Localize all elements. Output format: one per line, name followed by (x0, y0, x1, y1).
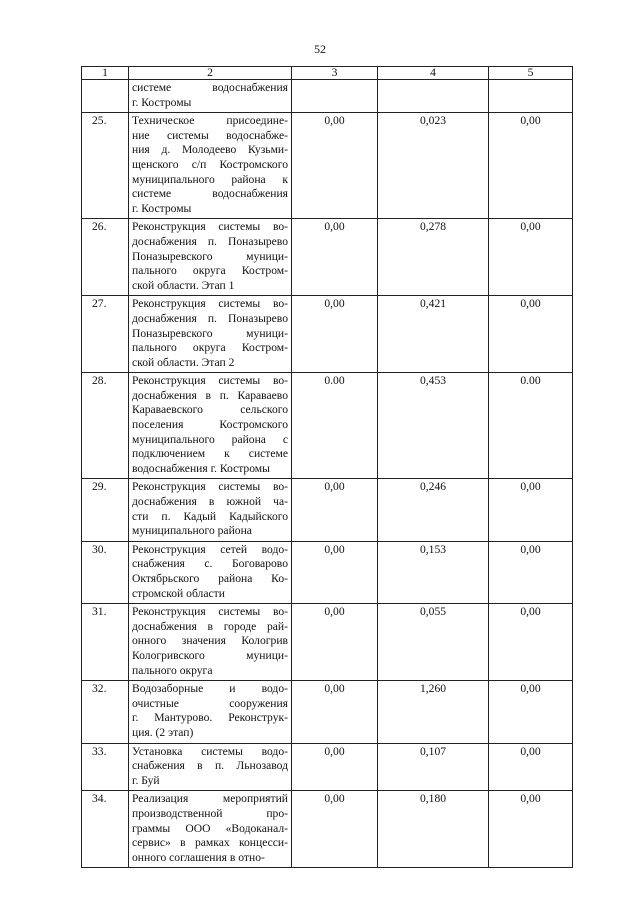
description-line: ской области. Этап 1 (132, 278, 235, 292)
description-line: онного значения Кологрив (132, 634, 288, 648)
description-line: сервис» в рамках концесси- (132, 836, 288, 850)
row-number: 25. (82, 113, 129, 219)
value-col3: 0,00 (292, 681, 378, 743)
row-description (129, 791, 292, 868)
value-col4: 1,260 (378, 681, 489, 743)
row-number: 33. (82, 743, 129, 791)
description-line: Реконструкция системы во- (132, 220, 288, 234)
column-header: 1 (82, 67, 129, 80)
table-row (82, 296, 573, 373)
value-col5 (489, 80, 573, 113)
description-line: Установка системы водо- (132, 744, 288, 758)
table-row (82, 541, 573, 603)
row-description (129, 113, 292, 219)
row-description (129, 479, 292, 541)
row-description (129, 604, 292, 681)
value-col3: 0.00 (292, 373, 378, 479)
row-description (129, 681, 292, 743)
description-line: доснабжения в южной ча- (132, 495, 288, 509)
description-line: граммы ООО «Водоканал- (132, 821, 288, 835)
row-number: 28. (82, 373, 129, 479)
row-number: 29. (82, 479, 129, 541)
description-line: системе водоснабжения (132, 187, 288, 201)
description-line: ция. (2 этап) (132, 725, 194, 739)
column-header: 2 (129, 67, 292, 80)
table-row (82, 113, 573, 219)
value-col4: 0,180 (378, 791, 489, 868)
column-header: 3 (292, 67, 378, 80)
value-col3: 0,00 (292, 541, 378, 603)
description-line: г. Костромы (132, 95, 192, 109)
value-col3: 0,00 (292, 296, 378, 373)
description-line: Реконструкция системы во- (132, 605, 288, 619)
description-line: щенского с/п Костромского (132, 157, 288, 171)
value-col4: 0,421 (378, 296, 489, 373)
value-col5: 0.00 (489, 373, 573, 479)
value-col4 (378, 80, 489, 113)
description-line: доснабжения в п. Караваево (132, 388, 288, 402)
description-line: ния д. Молодеево Кузьми- (132, 143, 288, 157)
row-description (129, 743, 292, 791)
row-description (129, 541, 292, 603)
description-line: доснабжения п. Поназырево (132, 311, 288, 325)
description-line: онного соглашения в отно- (132, 850, 265, 864)
description-line: Реконструкция системы во- (132, 480, 288, 494)
description-line: сти п. Кадый Кадыйского (132, 509, 288, 523)
value-col5: 0,00 (489, 219, 573, 296)
value-col4: 0,453 (378, 373, 489, 479)
value-col5: 0,00 (489, 479, 573, 541)
row-number: 32. (82, 681, 129, 743)
value-col3 (292, 80, 378, 113)
column-header: 4 (378, 67, 489, 80)
table-row (82, 219, 573, 296)
description-line: Октябрьского района Ко- (132, 572, 288, 585)
description-line: водоснабжения г. Костромы (132, 461, 270, 475)
description-line: Водозаборные и водо- (132, 682, 288, 696)
value-col3: 0,00 (292, 791, 378, 868)
value-col5: 0,00 (489, 113, 573, 219)
description-line: Реконструкция сетей водо- (132, 542, 288, 556)
value-col4: 0,246 (378, 479, 489, 541)
row-number: 31. (82, 604, 129, 681)
description-line: доснабжения п. Поназырево (132, 234, 288, 248)
description-line: Реализация мероприятий (132, 792, 288, 806)
description-line: Поназыревского муници- (132, 326, 288, 340)
row-description (129, 80, 292, 113)
data-table (81, 66, 573, 868)
description-line: доснабжения в городе рай- (132, 619, 288, 633)
description-line: муниципального района с (132, 432, 288, 446)
description-line: Реконструкция системы во- (132, 374, 288, 388)
description-line: муниципального района (132, 524, 252, 538)
description-line: Караваевского сельского (132, 403, 288, 417)
description-line: снабжения с. Боговарово (132, 557, 288, 571)
description-line: Поназыревского муници- (132, 249, 288, 263)
row-description (129, 296, 292, 373)
description-line: пального округа (132, 663, 213, 677)
value-col3: 0,00 (292, 743, 378, 791)
value-col5: 0,00 (489, 743, 573, 791)
table-row (82, 80, 573, 113)
description-line: ской области. Этап 2 (132, 355, 235, 369)
value-col5: 0,00 (489, 604, 573, 681)
table-row (82, 479, 573, 541)
value-col5: 0,00 (489, 791, 573, 868)
value-col3: 0,00 (292, 479, 378, 541)
row-description (129, 373, 292, 479)
table-header-row (82, 67, 573, 80)
value-col5: 0,00 (489, 541, 573, 603)
table-row (82, 743, 573, 791)
description-line: подключением к системе (132, 447, 288, 461)
value-col3: 0,00 (292, 604, 378, 681)
row-number: 34. (82, 791, 129, 868)
table-row (82, 604, 573, 681)
description-line: Реконструкция системы во- (132, 297, 288, 311)
description-line: стромской области (132, 586, 225, 600)
description-line: муниципального района к (132, 172, 288, 186)
value-col4: 0,153 (378, 541, 489, 603)
row-description (129, 219, 292, 296)
table-row (82, 681, 573, 743)
description-line: снабжения в п. Льнозавод (132, 759, 288, 773)
row-number: 27. (82, 296, 129, 373)
description-line: Кологривского муници- (132, 648, 288, 662)
value-col3: 0,00 (292, 113, 378, 219)
description-line: г. Буй (132, 773, 160, 787)
description-line: г. Мантурово. Реконструк- (132, 711, 288, 725)
description-line: пального округа Костром- (132, 264, 288, 278)
description-line: Техническое присоедине- (132, 114, 288, 128)
description-line: очистные сооружения (132, 696, 288, 710)
value-col4: 0,107 (378, 743, 489, 791)
table-row (82, 791, 573, 868)
value-col4: 0,055 (378, 604, 489, 681)
value-col3: 0,00 (292, 219, 378, 296)
row-number: 26. (82, 219, 129, 296)
description-line: производственной про- (132, 806, 288, 820)
row-number: 30. (82, 541, 129, 603)
row-number (82, 80, 129, 113)
description-line: г. Костромы (132, 201, 192, 215)
value-col4: 0,278 (378, 219, 489, 296)
description-line: поселения Костромского (132, 418, 288, 432)
description-line: пального округа Костром- (132, 341, 288, 355)
table-row (82, 373, 573, 479)
value-col5: 0,00 (489, 296, 573, 373)
value-col5: 0,00 (489, 681, 573, 743)
column-header: 5 (489, 67, 573, 80)
description-line: системе водоснабжения (132, 81, 288, 94)
description-line: ние системы водоснабже- (132, 128, 288, 142)
page-number: 52 (314, 42, 326, 56)
value-col4: 0,023 (378, 113, 489, 219)
